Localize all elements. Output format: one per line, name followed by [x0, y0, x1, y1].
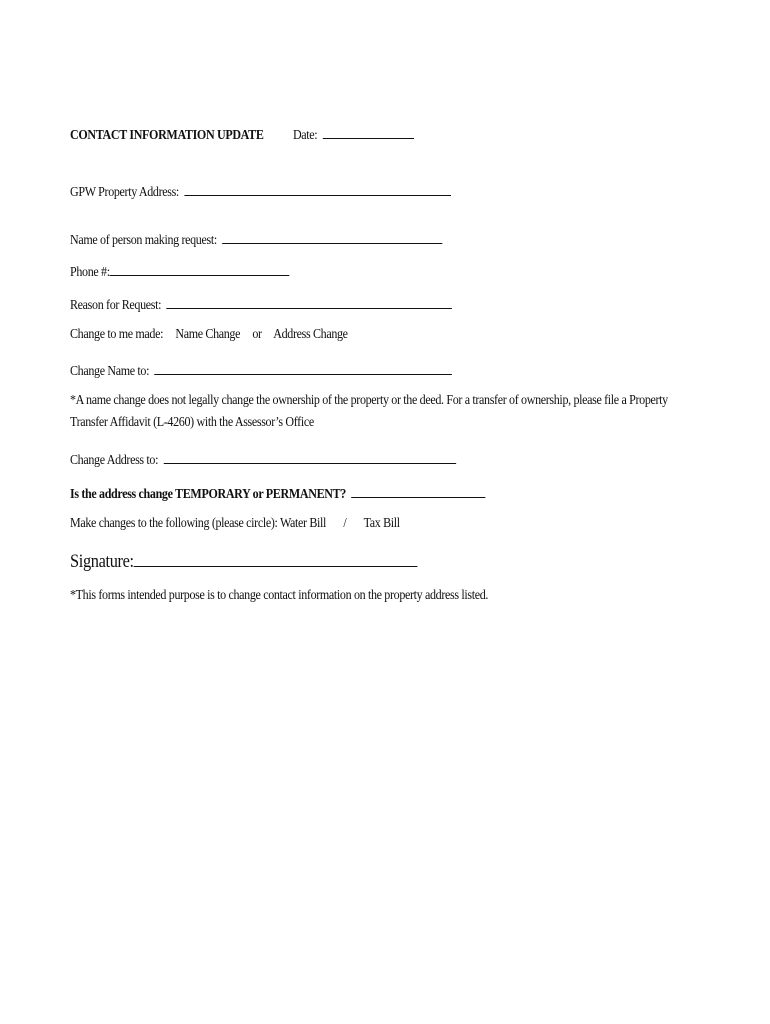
reason-row: [70, 294, 452, 315]
tax-bill-option[interactable]: Tax Bill: [363, 516, 400, 531]
change-address-row: [70, 449, 456, 470]
date-field[interactable]: [323, 124, 414, 139]
requester-name-field[interactable]: [222, 229, 442, 244]
circle-options-row: [70, 515, 400, 533]
date-label: Date:: [292, 128, 318, 143]
property-address-field[interactable]: [184, 181, 451, 196]
change-type-row: [70, 326, 348, 344]
name-change-option[interactable]: Name Change: [175, 327, 241, 342]
form-title: CONTACT INFORMATION UPDATE: [70, 128, 264, 143]
property-address-row: [70, 181, 451, 202]
property-address-label: GPW Property Address:: [70, 185, 179, 200]
change-type-label: Change to me made:: [70, 327, 164, 342]
requester-name-row: [70, 229, 442, 250]
signature-field[interactable]: [134, 548, 418, 567]
slash-separator: /: [343, 516, 347, 531]
requester-name-label: Name of person making request:: [70, 233, 217, 248]
change-name-row: [70, 360, 452, 381]
name-change-note: *A name change does not legally change the ownership of the property or the deed. For a transfer of ownership, please file a Property Transfer Affidavit (L-4260) with the Assessor’s Office: [70, 393, 668, 430]
signature-row: [70, 548, 418, 573]
temporary-permanent-field[interactable]: [351, 483, 485, 498]
change-address-label: Change Address to:: [70, 453, 159, 468]
footer-note: *This forms intended purpose is to change contact information on the property address listed.: [70, 588, 489, 603]
water-bill-option[interactable]: Make changes to the following (please circle): Water Bill: [70, 516, 327, 531]
signature-label: Signature:: [70, 551, 134, 572]
change-name-field[interactable]: [154, 360, 452, 375]
phone-row: [70, 261, 289, 282]
reason-label: Reason for Request:: [70, 298, 162, 313]
change-name-label: Change Name to:: [70, 364, 150, 379]
reason-field[interactable]: [166, 294, 452, 309]
change-address-field[interactable]: [163, 449, 455, 464]
temporary-permanent-row: [70, 483, 485, 504]
temporary-permanent-question: Is the address change TEMPORARY or PERMANENT?: [70, 487, 346, 502]
phone-field[interactable]: [110, 261, 290, 276]
phone-label: Phone #:: [70, 265, 110, 280]
address-change-option[interactable]: Address Change: [273, 327, 348, 342]
form-header: [70, 124, 414, 145]
or-text: or: [252, 327, 262, 342]
